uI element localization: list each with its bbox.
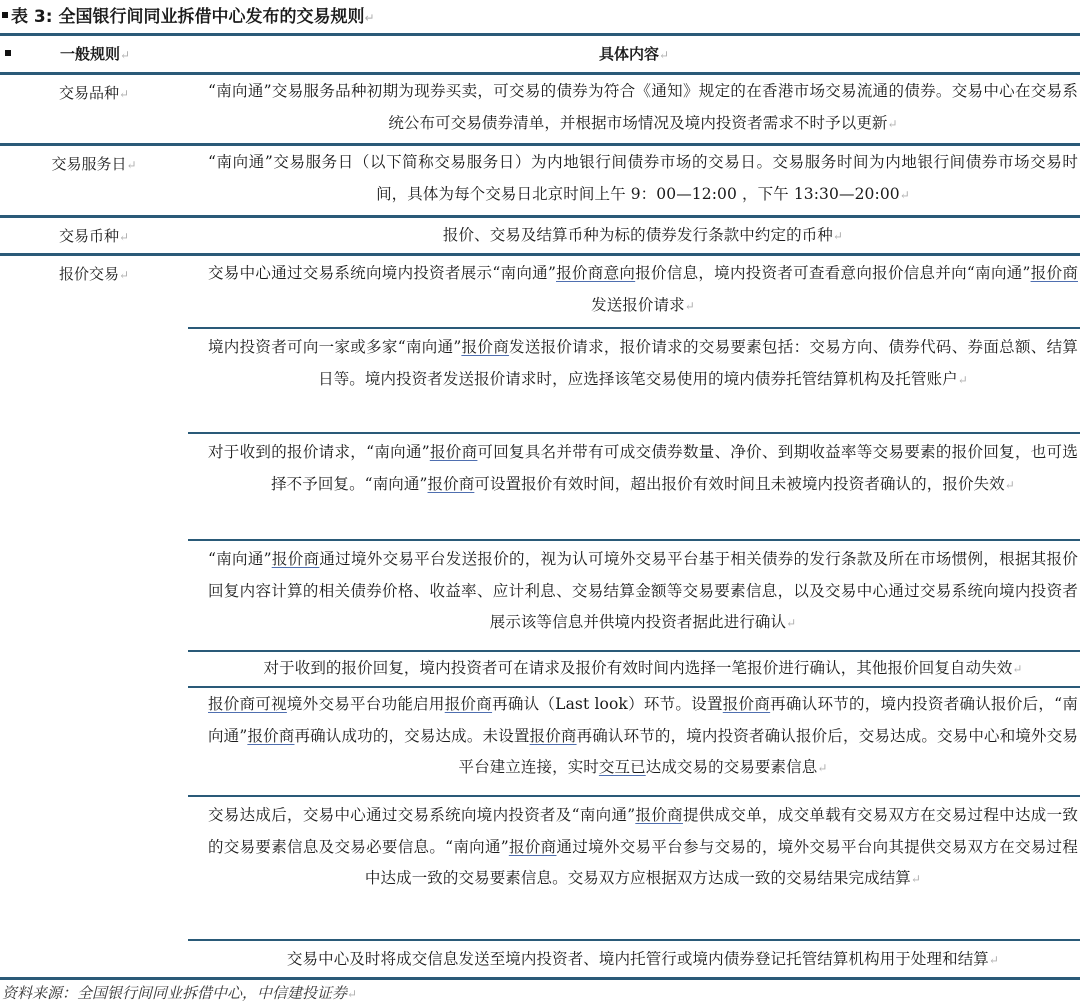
sub-row-rule: [188, 327, 1080, 329]
paragraph-mark-icon: ↵: [684, 298, 695, 313]
quoter-term-link[interactable]: 报价商: [461, 338, 510, 356]
rule-label: 交易币种: [58, 227, 119, 245]
header-label: 一般规则: [60, 45, 121, 63]
content-text: 境内投资者可向一家或多家“南向通”: [208, 338, 462, 356]
content-text: 通过境外交易平台参与交易的，境外交易平台向其提供交易双方在交易过程中达成一致的交易要素信息。交易双方应根据双方达成一致的交易结果完成结算: [364, 837, 1078, 887]
header-details: [188, 36, 1080, 72]
content-text: 交易中心及时将成交信息发送至境内投资者、境内托管行或境内债券登记托管结算机构用于处理和结算: [286, 950, 989, 968]
content-text: 提供成交单，成交单载有交易双方在交易过程中达成一致的交易要素信息及交易必要信息。“南向通”: [208, 806, 1078, 856]
content-text: “南向通”: [208, 550, 272, 568]
table-title: [2, 4, 375, 30]
paragraph-mark-icon: ↵: [899, 187, 910, 202]
interact-term-link[interactable]: 交互已: [598, 758, 646, 776]
content-text: 再确认（Last look）环节。设置: [492, 695, 723, 713]
content-text: 可设置报价有效时间，超出报价有效时间且未被境内投资者确认的，报价失效: [474, 474, 1005, 493]
paragraph-mark-icon: ↵: [786, 616, 797, 630]
header-label: 具体内容: [598, 45, 659, 63]
paragraph-mark-icon: ↵: [347, 987, 358, 1001]
content-text: 对于收到的报价请求，“南向通”: [208, 443, 430, 461]
quoter-term-link[interactable]: 报价商: [529, 726, 577, 745]
content-cell: [188, 147, 1080, 211]
quoter-term-link[interactable]: 报价商可视: [208, 695, 287, 713]
content-text: 交易中心通过交易系统向境内投资者展示“南向通”: [208, 264, 556, 282]
rule-label: 交易服务日: [51, 155, 127, 173]
content-cell: [188, 689, 1080, 785]
content-text: 发送报价请求: [591, 295, 685, 314]
content-cell: [188, 437, 1080, 501]
header-bullet-icon: [5, 50, 11, 56]
paragraph-mark-icon: ↵: [1004, 477, 1015, 492]
rule-cell: [0, 265, 188, 284]
quoter-term-link[interactable]: 报价商: [444, 695, 493, 713]
content-cell: [188, 800, 1080, 896]
paragraph-mark-icon: ↵: [126, 158, 137, 172]
content-text: 再确认环节的，境内投资者确认报价后，“南向通”: [208, 695, 1078, 745]
quoter-term-link[interactable]: 报价商: [271, 550, 320, 568]
paragraph-mark-icon: ↵: [118, 87, 130, 101]
paragraph-mark-icon: ↵: [988, 953, 1000, 967]
quoter-term-link[interactable]: 报价商: [247, 726, 295, 745]
header-general-rule: [60, 36, 130, 72]
quoter-term-link[interactable]: 报价商: [429, 443, 478, 461]
content-text: 再确认成功的，交易达成。未设置: [294, 726, 530, 745]
content-text: 交易达成后，交易中心通过交易系统向境内投资者及“南向通”: [208, 806, 636, 824]
paragraph-mark-icon: ↵: [910, 872, 922, 886]
content-cell: [188, 332, 1080, 396]
content-cell: [188, 544, 1080, 640]
content-text: 境外交易平台功能启用: [286, 695, 445, 713]
rule-cell: [0, 155, 188, 174]
paragraph-mark-icon: ↵: [1012, 662, 1023, 676]
content-text: 发送报价请求，报价请求的交易要素包括：交易方向、债券代码、券面总额、结算日等。境内投资者发送报价请求时，应选择该笔交易使用的境内债券托管结算机构及托管账户: [318, 338, 1078, 388]
content-text: 达成交易的交易要素信息: [645, 758, 818, 776]
source-note: [2, 982, 357, 1003]
paragraph-mark-icon: ↵: [118, 268, 130, 282]
content-cell: [188, 944, 1080, 977]
content-text: 报价信息，境内投资者可查看意向报价信息并向“南向通”: [635, 264, 1031, 282]
paragraph-mark-icon: ↵: [887, 116, 898, 131]
rule-cell: [0, 227, 188, 246]
content-cell: [188, 258, 1080, 322]
quoter-term-link[interactable]: 报价商: [635, 806, 683, 824]
content-cell: [188, 653, 1080, 686]
quoter-term-link[interactable]: 报价商: [427, 474, 475, 493]
paragraph-mark-icon: ↵: [658, 48, 670, 62]
sub-row-rule: [188, 795, 1080, 797]
sub-row-rule: [188, 650, 1080, 652]
rule-label: 报价交易: [58, 265, 119, 283]
row-rule: [0, 143, 1080, 146]
content-text: 可回复具名并带有可成交债券数量、净价、到期收益率等交易要素的报价回复，也可选择不予回复。“南向通”: [271, 443, 1078, 493]
sub-row-rule: [188, 432, 1080, 434]
content-text: “南向通”交易服务品种初期为现券买卖，可交易的债券为符合《通知》规定的在香港市场交易流通的债券。交易中心在交易系统公布可交易债券清单，并根据市场情况及境内投资者需求不时予以更新: [208, 82, 1078, 132]
rule-label: 交易品种: [58, 84, 119, 102]
content-text: 通过境外交易平台发送报价的，视为认可境外交易平台基于相关债券的发行条款及所在市场惯例，根据其报价回复内容计算的相关债券价格、收益率、应计利息、交易结算金额等交易要素信息，以及交易中心通过交易系统向境内投资者展示该等信息并供境内投资者据此进行确认: [208, 550, 1078, 631]
quoter-term-link[interactable]: 报价商: [722, 695, 771, 713]
sub-row-rule: [188, 539, 1080, 541]
row-rule: [0, 253, 1080, 256]
sub-row-rule: [188, 686, 1080, 688]
header-bottom-rule: [0, 72, 1080, 75]
table-bottom-rule: [0, 977, 1080, 980]
content-text: “南向通”交易服务日（以下简称交易服务日）为内地银行间债券市场的交易日。交易服务时间为内地银行间债券市场交易时间，具体为每个交易日北京时间上午 9：00—12:00 ，下午 13:30—20:00: [208, 153, 1078, 203]
content-text: 对于收到的报价回复，境内投资者可在请求及报价有效时间内选择一笔报价进行确认，其他报价回复自动失效: [263, 659, 1013, 677]
content-text: 报价、交易及结算币种为标的债券发行条款中约定的币种: [442, 226, 833, 244]
paragraph-mark-icon: ↵: [832, 229, 844, 243]
content-text: 再确认环节的，境内投资者确认报价后，交易达成。交易中心和境外交易平台建立连接，实时: [458, 726, 1078, 776]
paragraph-mark-icon: ↵: [957, 372, 968, 387]
table-title-text: 表 3: 全国银行间同业拆借中心发布的交易规则: [11, 7, 365, 27]
sub-row-rule: [188, 939, 1080, 941]
paragraph-mark-icon: ↵: [120, 48, 131, 62]
row-rule: [0, 215, 1080, 218]
content-cell: [188, 220, 1080, 253]
rule-cell: [0, 84, 188, 103]
source-text: 资料来源：全国银行间同业拆借中心，中信建投证券: [2, 984, 348, 1002]
paragraph-mark-icon: ↵: [364, 11, 375, 25]
quoter-term-link[interactable]: 报价商: [508, 837, 557, 856]
quoter-term-link[interactable]: 报价商意向: [556, 264, 636, 282]
paragraph-mark-icon: ↵: [118, 230, 130, 244]
paragraph-mark-icon: ↵: [817, 761, 828, 775]
bullet-square-icon: [2, 12, 8, 18]
content-cell: [188, 76, 1080, 140]
quoter-term-link[interactable]: 报价商: [1030, 264, 1078, 282]
